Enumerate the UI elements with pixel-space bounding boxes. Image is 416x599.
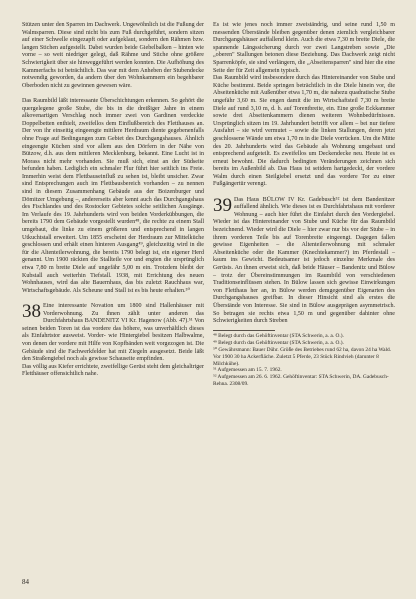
footnote: ⁵² Aufgemessen am 26. 6. 1962. Gehöftinventar: STA Schwerin, DA. Gadebusch-Rehna. 2308/09. — [213, 374, 389, 387]
footnote: ⁵¹ Aufgemessen am 15. 7. 1962. — [213, 367, 282, 374]
body-paragraph: Das Raumbild läßt interessante Überschichtungen erkennen. So gehört die quergelegene große Stube, die bis in die dreißiger Jahre in einem alkovenartigen Verschlag noch immer zwei von Gardinen verdeckte Doppelbetten enthielt, zweifellos dem Einflußbereich des Fletthauses an. Der von ihr einseitig eingeengte mittlere Herdraum diente gegebenenfalls ohne Frage auf Bedingungen zum Gebiet des Durchgangshauses. Ähnlich eingeengte Küchen sind vor allem aus den Dörfern in der Nähe von Bützow, d.h. aus dem mittleren Mecklenburg, bekannt. Eine Lucht ist in Morass nicht mehr vorhanden. Sie muß sich, einst an der Südseite befunden haben. Lediglich ein schmaler Flur führt hier seitlich ins Freie. Immerhin weist dem Flettbauseinfluß zu sehen ist, bleibt unsicher. Zwar sind Entsprechungen auch im Flettbausbereich vorhanden – zu nennen sind in diesem Zusammenhang Gebäude aus der Boizenburger und Dömitzer Umgebung –, andererseits aber kennt auch das Durchgangshaus des Fischlandes und des Rostocker Gebietes solche seitlichen Ausgänge. Im Verlaufe des 19. Jahrhunderts wird von beiden Vorderkübbungen, die bereits 1790 dem Gebäude vorgestellt wurden⁴⁸, die rechte zu einem Stall umgebaut, die linke zu einem größeren und entsprechend in langen Utkuchtstall erweitert. Um 1855 erscheint der Herdraum zur Mittelküche geschlossen und erhält einen hinteren Ausgang⁴⁹, gleichzeitig wird in die für die Altenteilerwohnung, die bereits 1790 belegt ist, ein eigener Herd genannt. Um 1900 räckten die Stallteile vor und engten die ursprünglich etwa 7,80 m breite Diele auf ungefähr 5,00 m ein. Trotzdem bleibt der Kubstall auch weiterhin Tiefstall. 1938, mit Errichtung des neuen Wohnhauses, wird das alte Bauernhaus, das bis zuletzt Rauchhaus war, Wirtschaftsgebäude. Als Scheune und Stall ist es bis heute erhalten.⁵⁰ — [22, 97, 204, 294]
body-paragraph: Das völlig aus Kiefer errichtete, zweifellige Gerüst steht dem gleichaltriger Fletthäuser offensichtlich nahe. — [22, 363, 205, 378]
footnotes — [213, 333, 395, 387]
body-paragraph: Stützen unter den Sparren im Dachwerk. Ungewöhnlich ist die Fußung der Walmsparren. Diese sind nicht bis zum Fuß durchgeführt, sondern sitzen auf einer Schwelle eingezapft oder aufgeklaut, sondern den Rähmen bzw. langen Stichen aufgestellt. Dabei wurden beide Giebelbalken – hinten wie vorne – so weit niedriger gelegt, daß Rähme und Stiche ohne größere Schwierigkeit über sie hinweggeführt werden konnten. Die Aufhöhung des Kammerfachs ist beträchtlich. Das war mit dem Anheben der Stubendecke notwendig geworden, da andern über den Wohnkammern ein begehbarer Oberboden nicht zu gewinnen gewesen wäre. — [22, 22, 204, 89]
section-text: Eine interessante Novation um 1800 sind Hallenhäuser mit Vorderwohnung. Zu ihnen zählt unter anderen das Durchfahrtshaus BANDENITZ VI Kr. Hagenow (Abb. 47).⁵¹ Von seinen beiden Toren ist das vordere das höhere, was unverhältlich dieses als Einfahrtstor ausweist. Vorder- wie Hintergiebel besitzen Halbwalme, von denen der vordere mit Hilfe von Kopfbänden weit vorgezogen ist. Die Gebäude sind die Fachwerkfelder hat mit Ziegeln ausgesetzt. Beide läßt den Straßengiebel noch als gewisse Schauseite empfinden. — [22, 302, 204, 363]
footnote: ⁴⁹ Belegt durch das Gehöftinventar (STA Schwerin, a. a. O.). — [213, 340, 344, 347]
body-paragraph: Es ist wie jenes noch immer zweiständrig, und seine rund 1,50 m messenden Überstände bleiben gegenüber denen ziemlich vergleichbarer Durchgangshäuser auffallend klein. Auch die etwa 7,30 m breite Diele, die spannende Längssicherung durch vor zwei Langstreben sowie „Die „oberen" Stallungen betonen diese Beziehung. Das Dachwerk zeigt nicht Sparrenköpfe, sie sind verlängern, die „Abseitensparren" sind hier die eine Seite der für Zeit allgemein typisch. — [213, 22, 395, 74]
page-number: 84 — [22, 578, 29, 586]
section-38 — [22, 300, 204, 364]
section-number: 38 — [22, 300, 41, 322]
footnote: ⁵⁰ Gewährsmann: Bauer Dühr. Größe des Betriebes rund 62 ha, davon 24 ha Wald. Vor 1900 30 ha Ackerfläche. Zuletzt 5 Pferde, 23 Stück Rindvieh (darunter 8 Milchkühe). — [213, 346, 392, 367]
left-column — [22, 22, 204, 379]
section-text: Das Haus BÜLOW IV Kr. Gadebusch⁵² ist dem Bandenitzer auffallend ähnlich. Wie dieses ist es Durchfahrtshaus mit vorderer Wohnung – auch hier führt die Einfahrt durch den Vordergiebel. Wieder ist das Hintereinander von Stube und Küche für das Raumbild bezeichnend. Wieder wird die Diele – hier zwar nur bis vor der Stube – in ihrem vorderen Teile bis auf Torenbreite eingeengt. Dagegen fallen gewisse Eigenheiten – die Altenteilerwohnung mit schmaler Abseitenküche oder die Kammer (Knechtekammer?) im Pferdestall – kaum ins Gewicht. Bedeutsamer ist jedoch einzelne Merkmale des Gerüsts. An ihnen erweist sich, daß beide Häuser – Bandenitz und Bülow – trotz der Übereinstimmungen im Raumbild von verschiedenen Traditionseinflüssen stehen. In Bülow lassen sich gewisse Einwirkungen von Fletthaus her an, in Bülow werden demgegenüber Eigenarten des Durchgangshauses greifbar. In dieser Hinsicht sind als erstes die Überstände von Interesse. Sie sind in Bülow ausgeprägen asymmetrisch. So betragen sie rechts etwa 1,50 m und gegenüber dahinter ohne Schwierigkeiten durch Streben — [213, 196, 395, 325]
footnote-divider — [213, 330, 275, 331]
section-39 — [213, 194, 395, 326]
body-paragraph: Das Raumbild wird insbesondere durch das Hintereinander von Stube und Küche bestimmt. Beide springen beträchtlich in die Diele hinein vor, die Abseitenküche mit Außenüber etwa 1,70 m, die nahezu quadratische Stube ungefähr 3,60 m. Sie engen damit die im Wirtschaftsteil 7,30 m breite Diele auf rund 3,10 m, d. h. auf Torentbreite, ein. Eine große Eckkammer sowie drei Abseitenkammern dienen weiteren Wohnbedürfnissen. Ursprünglich sitzen im 19. Jahrhundert betrifft vor allem – bei nur tiefere Ausfahrt – sie wird vermutet – sowie die linken Stallungen, deren jetzt geschlossene Wände um etwa 1,70 m in die Diele vorrücken. Um die Mitte des 20. Jahrhunderts wird das Gebäude als Wohnung umgebaut und entsprechend aufgeteilt. Es zweifellos um Deckendecke neu. Heute ist es erneut bewohnt. Die dadurch bedingten Veränderungen zeichnen sich bereits im Außenbild ab. Das Haus ist seitdem hartgedeckt, der vordere Walm durch einen Steilgiebel ersetzt und das vordere Tor zu einer Fußgängertür verengt. — [213, 75, 395, 188]
footnote: ⁴⁸ Belegt durch das Gehöftinventar (STA Schwerin, a. a. O.). — [213, 333, 344, 340]
right-column — [213, 22, 395, 388]
section-number: 39 — [213, 194, 232, 216]
